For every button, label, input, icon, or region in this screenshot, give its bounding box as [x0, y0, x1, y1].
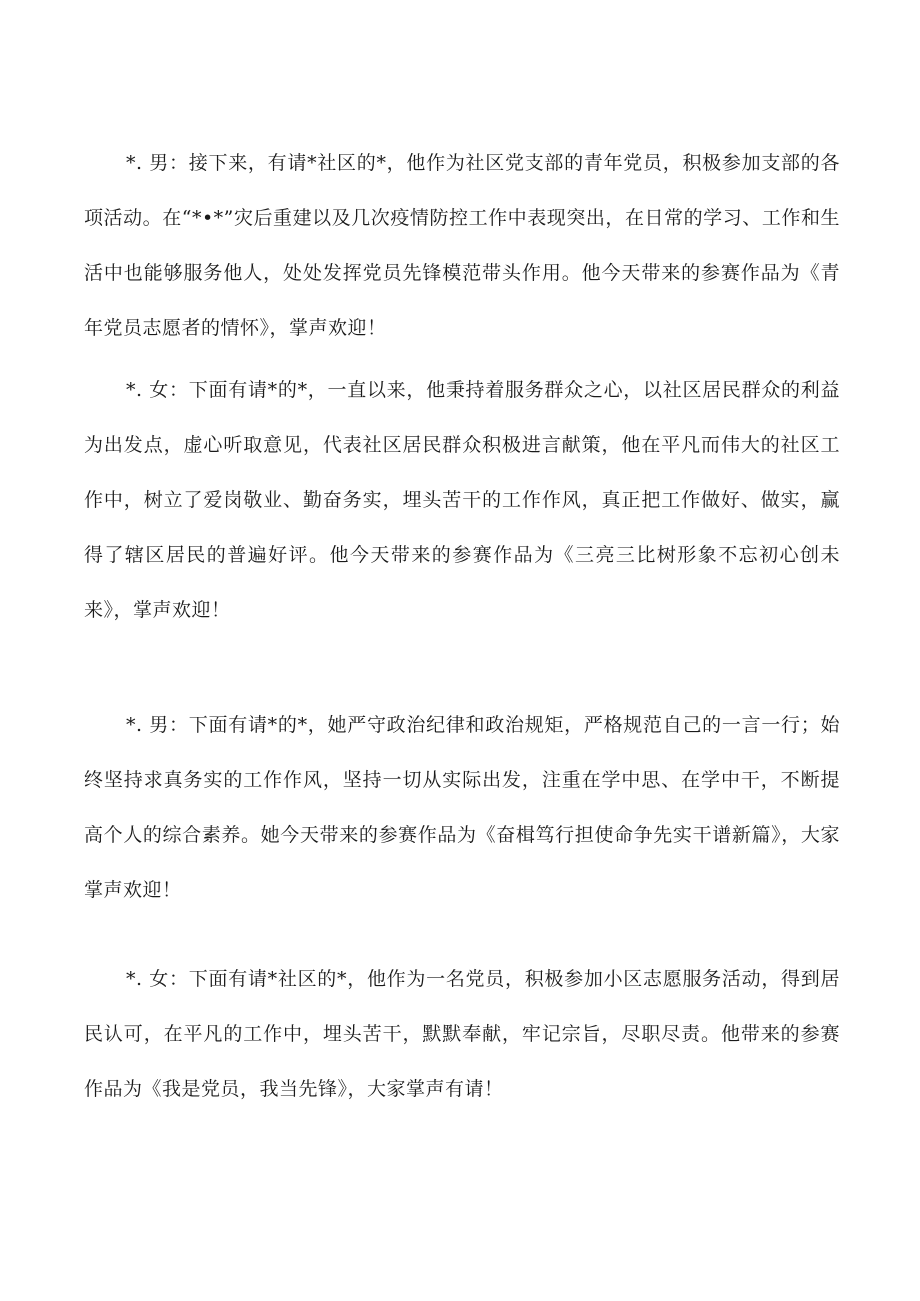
paragraph-text: 下面有请*的*，一直以来，他秉持着服务群众之心，以社区居民群众的利益为出发点，虚心听取意见，代表社区居民群众积极进言献策，他在平凡而伟大的社区工作中，树立了爱岗敬业、勤奋务实，埋头苦干的工作作风，真正把工作做好、做实，赢得了辖区居民的普遍好评。他今天带来的参赛作品为《三亮三比树形象不忘初心创未来》，掌声欢迎！ — [84, 379, 840, 621]
speaker-label: *. 女： — [126, 968, 189, 990]
paragraph-text: 接下来，有请*社区的*，他作为社区党支部的青年党员，积极参加支部的各项活动。在“*•*”灾后重建以及几次疫情防控工作中表现突出，在日常的学习、工作和生活中也能够服务他人，处处发挥党员先锋模范带头作用。他今天带来的参赛作品为《青年党员志愿者的情怀》，掌声欢迎！ — [84, 152, 840, 339]
paragraph-male-host-1 — [84, 136, 840, 356]
paragraph-male-host-2 — [84, 698, 840, 918]
speaker-label: *. 男： — [126, 714, 189, 736]
paragraph-female-host-1 — [84, 363, 840, 638]
paragraph-text: 下面有请*社区的*，他作为一名党员，积极参加小区志愿服务活动，得到居民认可，在平凡的工作中，埋头苦干，默默奉献，牢记宗旨，尽职尽责。他带来的参赛作品为《我是党员，我当先锋》，大家掌声有请！ — [84, 968, 840, 1100]
paragraph-text: 下面有请*的*，她严守政治纪律和政治规矩，严格规范自己的一言一行；始终坚持求真务实的工作作风，坚持一切从实际出发，注重在学中思、在学中干，不断提高个人的综合素养。她今天带来的参赛作品为《奋楫笃行担使命争先实干谱新篇》，大家掌声欢迎！ — [84, 714, 840, 901]
paragraph-female-host-2 — [84, 952, 840, 1117]
speaker-label: *. 女： — [126, 379, 189, 401]
speaker-label: *. 男： — [126, 152, 189, 174]
